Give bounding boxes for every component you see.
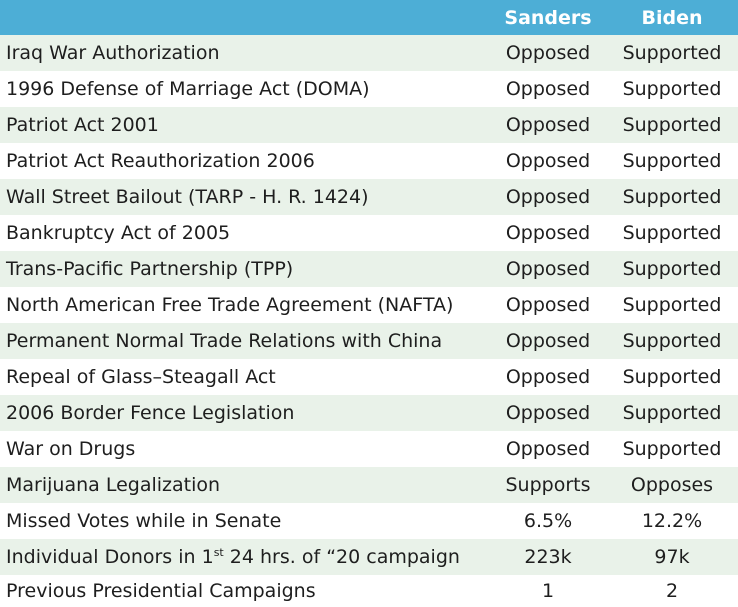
biden-cell: Supported <box>622 78 722 100</box>
header-sanders: Sanders <box>504 6 592 29</box>
row-label: Permanent Normal Trade Relations with China <box>6 330 443 352</box>
sanders-cell: 1 <box>541 580 555 602</box>
biden-cell: Supported <box>622 222 722 244</box>
biden-cell: Supported <box>622 114 722 136</box>
row-label: Previous Presidential Campaigns <box>6 580 316 602</box>
biden-cell: 2 <box>665 580 679 602</box>
row-label <box>0 546 490 568</box>
table-row <box>0 503 738 539</box>
table-row <box>0 539 738 575</box>
header-biden: Biden <box>641 6 703 29</box>
row-label: Marijuana Legalization <box>6 474 221 496</box>
table-row <box>0 71 738 107</box>
sanders-cell: Opposed <box>505 294 591 316</box>
biden-cell: Supported <box>622 42 722 64</box>
row-label: Patriot Act 2001 <box>6 114 159 136</box>
table-row <box>0 575 738 607</box>
table-header <box>0 0 738 35</box>
row-label: Repeal of Glass–Steagall Act <box>6 366 276 388</box>
table-row <box>0 251 738 287</box>
biden-cell: Supported <box>622 186 722 208</box>
biden-cell: Supported <box>622 366 722 388</box>
sanders-cell: 223k <box>524 546 572 568</box>
row-label: Trans-Pacific Partnership (TPP) <box>6 258 294 280</box>
table-row <box>0 359 738 395</box>
table-row <box>0 323 738 359</box>
sanders-cell: Opposed <box>505 186 591 208</box>
sanders-cell: Opposed <box>505 114 591 136</box>
sanders-cell: Opposed <box>505 438 591 460</box>
row-label: War on Drugs <box>6 438 136 460</box>
biden-cell: Supported <box>622 258 722 280</box>
row-label-part: 24 hrs. of “20 campaign <box>223 546 460 568</box>
row-label: Missed Votes while in Senate <box>6 510 282 532</box>
biden-cell: 12.2% <box>641 510 703 532</box>
row-label: Wall Street Bailout (TARP - H. R. 1424) <box>6 186 369 208</box>
sanders-cell: 6.5% <box>523 510 573 532</box>
biden-cell: Supported <box>622 294 722 316</box>
table-row <box>0 107 738 143</box>
sanders-cell: Opposed <box>505 150 591 172</box>
sanders-cell: Supports <box>505 474 591 496</box>
sanders-cell: Opposed <box>505 402 591 424</box>
row-label: North American Free Trade Agreement (NAFTA) <box>6 294 454 316</box>
row-label: Bankruptcy Act of 2005 <box>6 222 231 244</box>
sanders-cell: Opposed <box>505 42 591 64</box>
table-row <box>0 179 738 215</box>
biden-cell: Supported <box>622 438 722 460</box>
biden-cell: Supported <box>622 150 722 172</box>
biden-cell: Opposes <box>630 474 714 496</box>
row-label: 1996 Defense of Marriage Act (DOMA) <box>6 78 370 100</box>
sanders-cell: Opposed <box>505 258 591 280</box>
biden-cell: Supported <box>622 402 722 424</box>
table-row <box>0 35 738 71</box>
ordinal-superscript: st <box>213 546 224 559</box>
row-label-part: Individual Donors in 1 <box>6 546 214 568</box>
sanders-cell: Opposed <box>505 222 591 244</box>
row-label: 2006 Border Fence Legislation <box>6 402 295 424</box>
sanders-cell: Opposed <box>505 78 591 100</box>
table-row <box>0 467 738 503</box>
table-row <box>0 431 738 467</box>
biden-cell: 97k <box>654 546 690 568</box>
row-label: Patriot Act Reauthorization 2006 <box>6 150 315 172</box>
table-row <box>0 287 738 323</box>
sanders-cell: Opposed <box>505 366 591 388</box>
table-row <box>0 215 738 251</box>
sanders-cell: Opposed <box>505 330 591 352</box>
table-row <box>0 395 738 431</box>
row-label: Iraq War Authorization <box>6 42 220 64</box>
table-row <box>0 143 738 179</box>
biden-cell: Supported <box>622 330 722 352</box>
